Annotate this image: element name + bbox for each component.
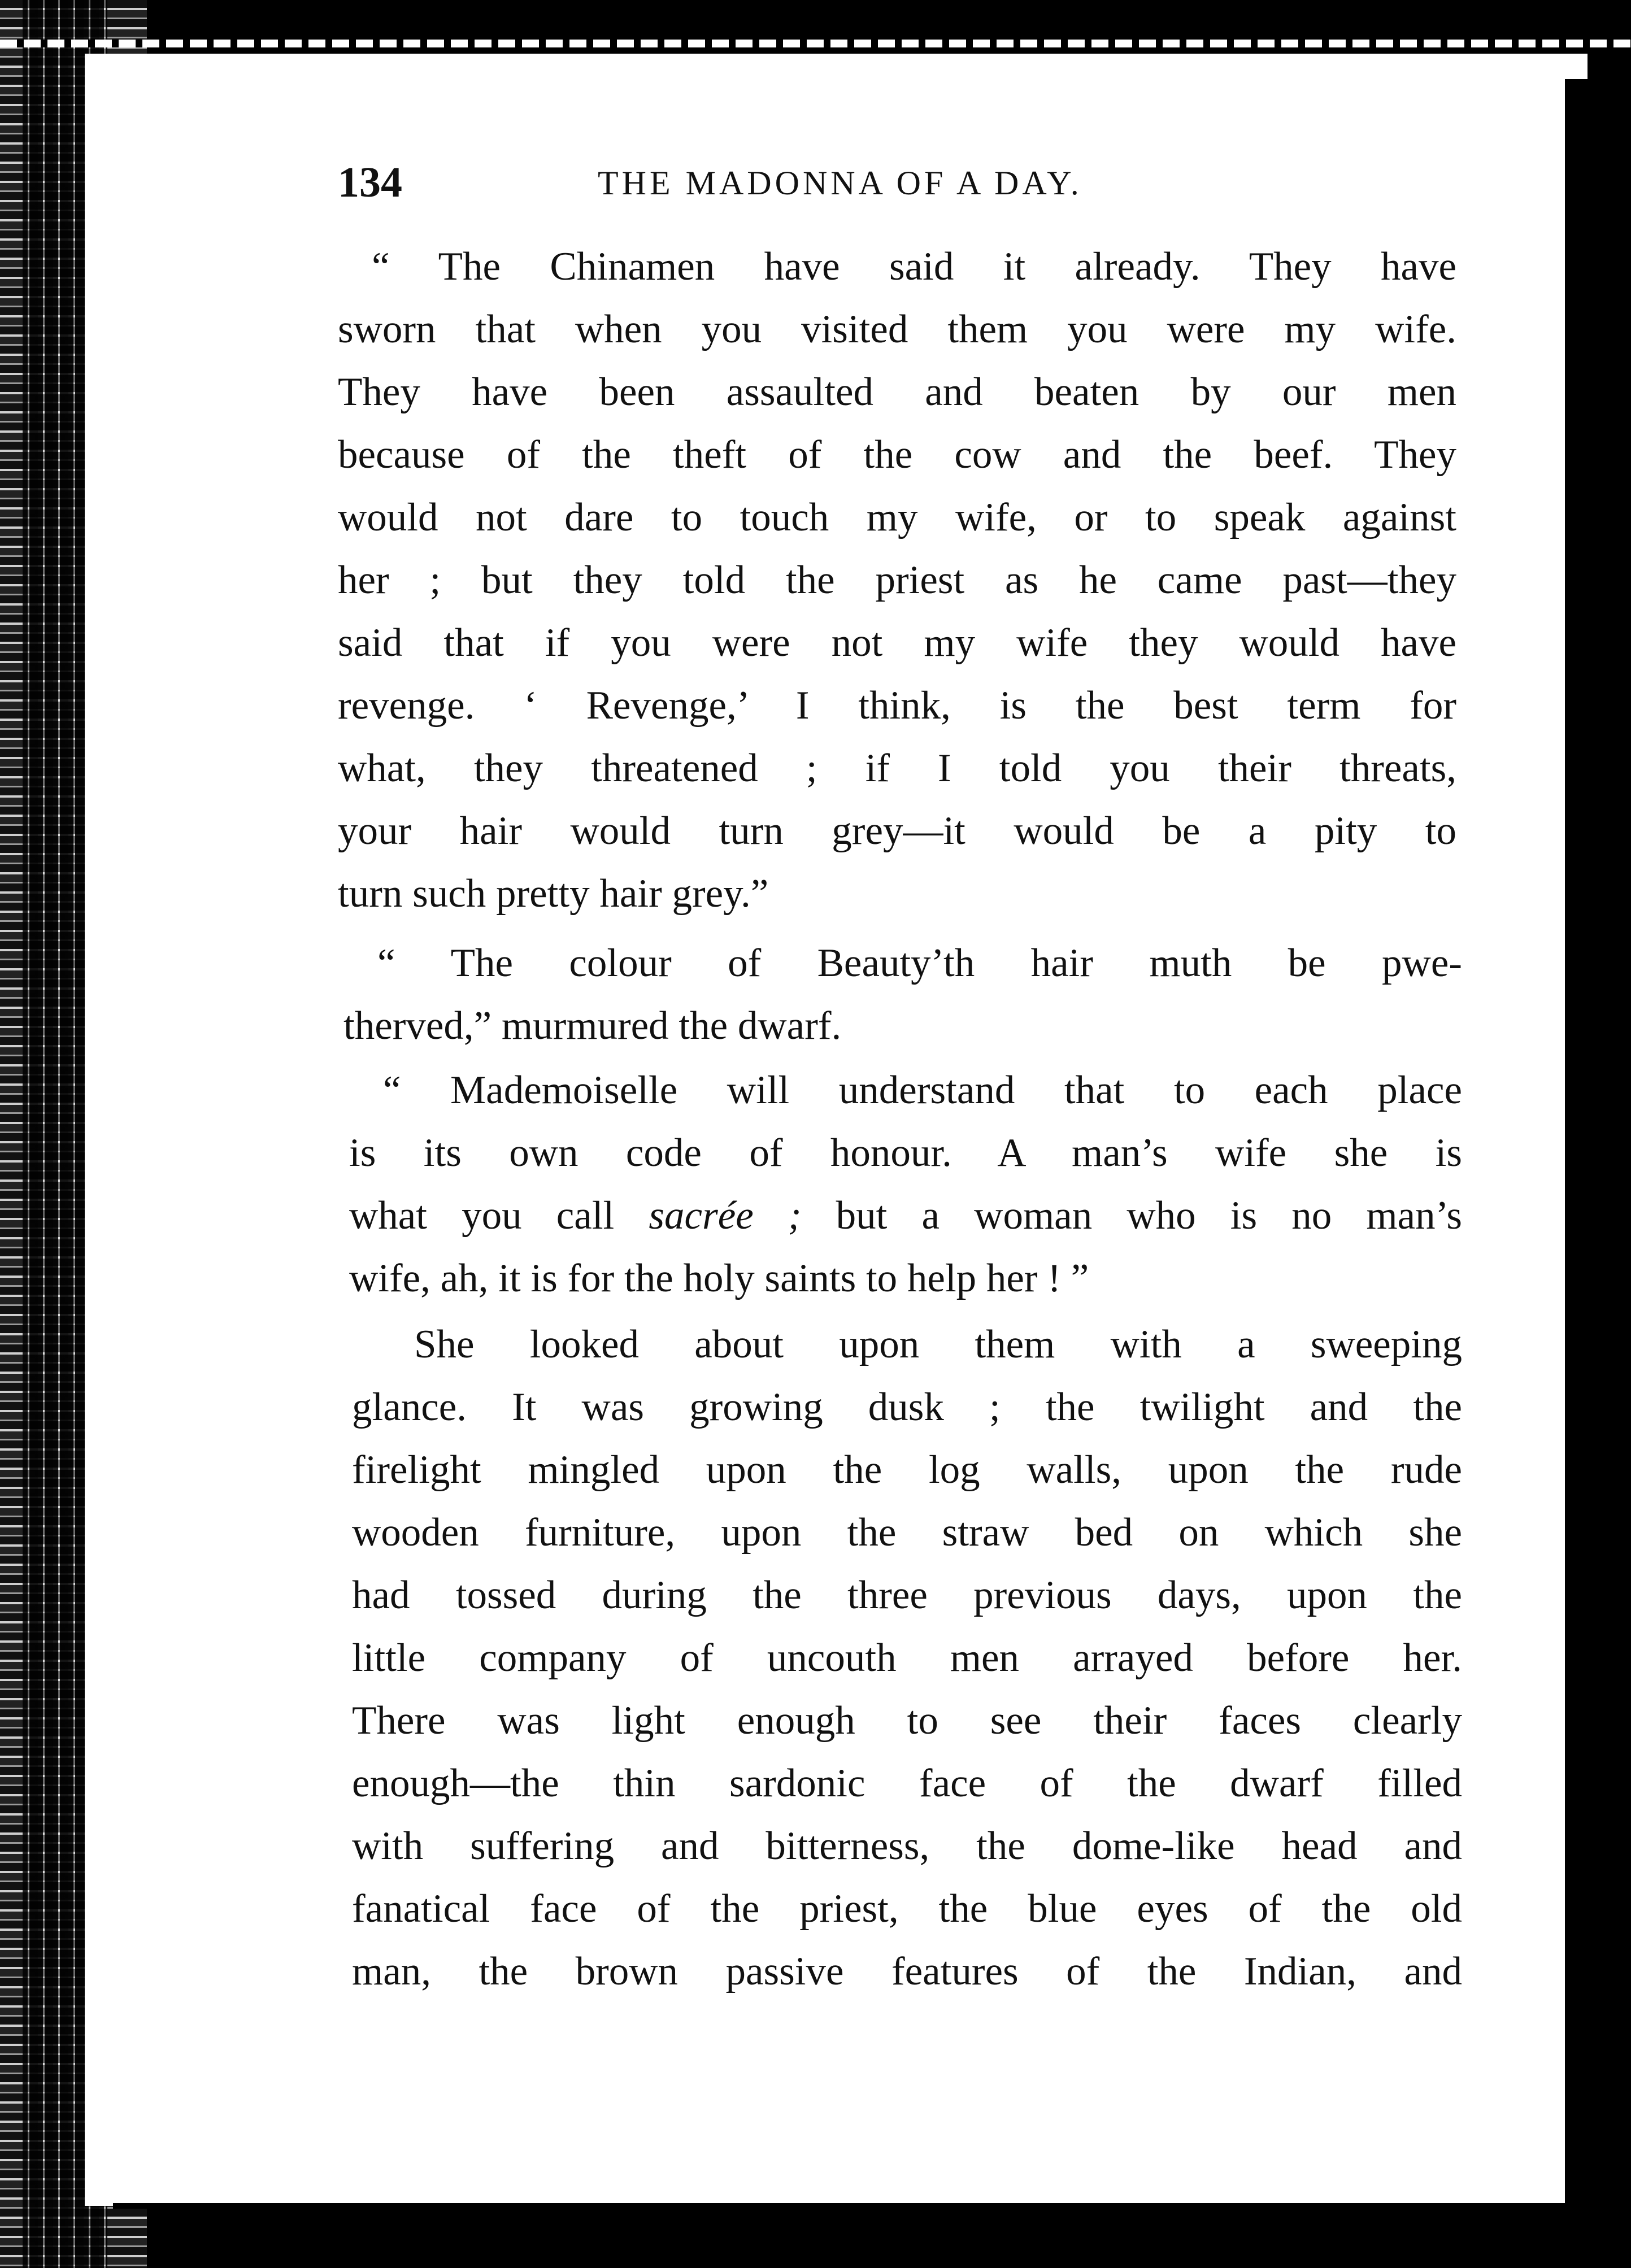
text-line: turn such pretty hair grey.” [338, 872, 769, 916]
text-line: They have been assaulted and beaten by our men [338, 370, 1456, 414]
paragraph-1 [338, 236, 1456, 925]
text-line: There was light enough to see their faces clearly [352, 1699, 1462, 1743]
text-line: with suffering and bitterness, the dome-like head and [352, 1824, 1462, 1868]
italic-word: sacrée ; [649, 1194, 802, 1238]
text-line: what you call sacrée ; but a woman who is no man’s [349, 1194, 1462, 1238]
text-line: therved,” murmured the dwarf. [343, 1004, 842, 1048]
text-line: glance. It was growing dusk ; the twilight and the [352, 1385, 1462, 1429]
text-line: your hair would turn grey—it would be a pity to [338, 809, 1456, 853]
paragraph-2 [343, 932, 1462, 1057]
text-line: revenge. ‘ Revenge,’ I think, is the best term for [338, 684, 1456, 728]
text-line: “ The Chinamen have said it already. They have [372, 245, 1456, 289]
text-line: enough—the thin sardonic face of the dwarf filled [352, 1761, 1462, 1805]
text-line: “ The colour of Beauty’th hair muth be pwe- [377, 941, 1462, 985]
text-line: what, they threatened ; if I told you their threats, [338, 746, 1456, 790]
text-line: firelight mingled upon the log walls, upon the rude [352, 1448, 1462, 1492]
text-line: sworn that when you visited them you were my wife. [338, 307, 1456, 351]
running-title: THE MADONNA OF A DAY. [598, 164, 1082, 202]
text-line: said that if you were not my wife they would have [338, 621, 1456, 665]
text-line: her ; but they told the priest as he came past—they [338, 558, 1456, 602]
paragraph-4 [352, 1313, 1462, 2003]
text-line: had tossed during the three previous days, upon the [352, 1573, 1462, 1617]
text-line: “ Mademoiselle will understand that to each place [383, 1068, 1462, 1112]
scan-bottom-edge [113, 2203, 1593, 2209]
text-line: because of the theft of the cow and the beef. They [338, 433, 1456, 477]
text-line: fanatical face of the priest, the blue eyes of the old [352, 1887, 1462, 1931]
text-line: wooden furniture, upon the straw bed on which she [352, 1510, 1462, 1555]
text-line: She looked about upon them with a sweeping [414, 1322, 1462, 1366]
scan-top-edge [0, 40, 1631, 47]
text-line: wife, ah, it is for the holy saints to help her ! ” [349, 1256, 1089, 1300]
text-line: would not dare to touch my wife, or to speak against [338, 495, 1456, 539]
paragraph-3 [349, 1059, 1462, 1310]
page-number: 134 [338, 159, 402, 206]
text-line: man, the brown passive features of the Indian, and [352, 1949, 1462, 1993]
scan-right-edge [1565, 79, 1594, 2203]
text-line: little company of uncouth men arrayed before her. [352, 1636, 1462, 1680]
text-line: is its own code of honour. A man’s wife she is [349, 1131, 1462, 1175]
